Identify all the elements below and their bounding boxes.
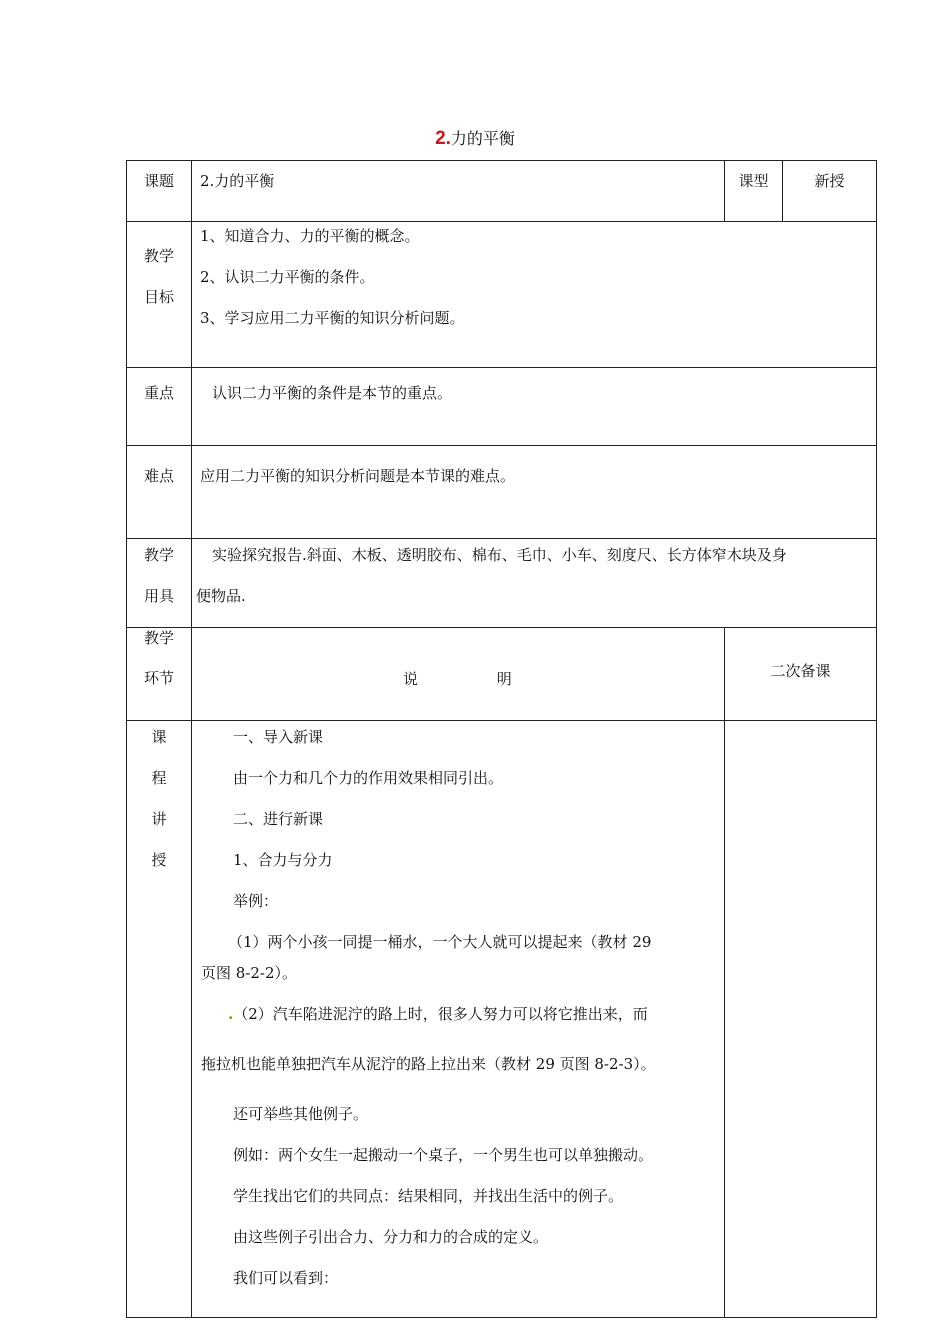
course-line: 1、合力与分力 bbox=[233, 851, 333, 869]
course-notes-cell bbox=[725, 721, 877, 1318]
course-line: 由一个力和几个力的作用效果相同引出。 bbox=[233, 769, 504, 787]
desc-char-1: 说 bbox=[403, 670, 419, 688]
stage-label-1: 教学 bbox=[143, 629, 174, 647]
difficulty-value: 应用二力平衡的知识分析问题是本节课的难点。 bbox=[192, 446, 877, 539]
goal-item: 1、知道合力、力的平衡的概念。 bbox=[200, 227, 420, 245]
topic-label: 课题 bbox=[127, 161, 192, 222]
row-goals bbox=[127, 222, 877, 368]
title-text: 力的平衡 bbox=[450, 129, 515, 148]
key-point-label: 重点 bbox=[127, 368, 192, 446]
stage-label-2: 环节 bbox=[143, 669, 174, 687]
course-line: 我们可以看到： bbox=[233, 1269, 339, 1287]
course-line: 例如：两个女生一起搬动一个桌子，一个男生也可以单独搬动。 bbox=[233, 1146, 654, 1164]
highlight-mark: . bbox=[228, 1005, 234, 1023]
tools-line-2: 便物品. bbox=[196, 587, 246, 605]
course-label-char: 程 bbox=[151, 769, 167, 787]
goal-item: 2、认识二力平衡的条件。 bbox=[200, 268, 375, 286]
row-topic bbox=[127, 161, 877, 222]
course-line: 学生找出它们的共同点：结果相同，并找出生活中的例子。 bbox=[233, 1187, 624, 1205]
course-line: 二、进行新课 bbox=[233, 810, 324, 828]
course-line: 页图 8-2-2）。 bbox=[201, 964, 298, 982]
tools-label bbox=[127, 539, 192, 628]
tools-label-1: 教学 bbox=[143, 546, 174, 564]
tools-label-2: 用具 bbox=[143, 587, 174, 605]
type-label: 课型 bbox=[725, 161, 783, 222]
topic-value: 2.力的平衡 bbox=[192, 161, 725, 222]
goals-list bbox=[192, 222, 877, 368]
course-line: 一、导入新课 bbox=[233, 728, 324, 746]
stage-label bbox=[127, 628, 192, 721]
course-line: 拖拉机也能单独把汽车从泥泞的路上拉出来（教材 29 页图 8-2-3）。 bbox=[201, 1055, 656, 1073]
row-difficulty bbox=[127, 446, 877, 539]
course-content bbox=[192, 721, 725, 1318]
goal-item: 3、学习应用二力平衡的知识分析问题。 bbox=[200, 309, 465, 327]
goals-label bbox=[127, 222, 192, 368]
difficulty-label: 难点 bbox=[127, 446, 192, 539]
row-key-point bbox=[127, 368, 877, 446]
type-value: 新授 bbox=[783, 161, 877, 222]
course-line: 举例： bbox=[233, 892, 279, 910]
course-label-char: 讲 bbox=[151, 810, 167, 828]
course-line-with-mark bbox=[192, 1004, 724, 1024]
course-line-text: （2）汽车陷进泥泞的路上时，很多人努力可以将它推出来，而 bbox=[233, 1005, 648, 1023]
course-label-char: 授 bbox=[151, 851, 167, 869]
goals-label-1: 教学 bbox=[143, 247, 174, 265]
row-header bbox=[127, 628, 877, 721]
row-course bbox=[127, 721, 877, 1318]
page-title bbox=[0, 127, 950, 151]
course-line: 由这些例子引出合力、分力和力的合成的定义。 bbox=[233, 1228, 549, 1246]
goals-label-2: 目标 bbox=[143, 288, 174, 306]
title-number: 2. bbox=[435, 128, 451, 149]
course-line: （1）两个小孩一同提一桶水，一个大人就可以提起来（教材 29 bbox=[228, 933, 652, 951]
course-label-char: 课 bbox=[151, 728, 167, 746]
key-point-value: 认识二力平衡的条件是本节的重点。 bbox=[192, 368, 877, 446]
desc-char-2: 明 bbox=[496, 670, 512, 688]
lesson-plan-table bbox=[126, 160, 877, 1318]
desc-column-header bbox=[192, 628, 725, 721]
notes-column-header: 二次备课 bbox=[725, 628, 877, 721]
course-label bbox=[127, 721, 192, 1318]
row-tools bbox=[127, 539, 877, 628]
course-line: 还可举些其他例子。 bbox=[233, 1105, 369, 1123]
tools-value bbox=[192, 539, 877, 628]
tools-line-1: 实验探究报告.斜面、木板、透明胶布、棉布、毛巾、小车、刻度尺、长方体窄木块及身 bbox=[212, 546, 787, 564]
